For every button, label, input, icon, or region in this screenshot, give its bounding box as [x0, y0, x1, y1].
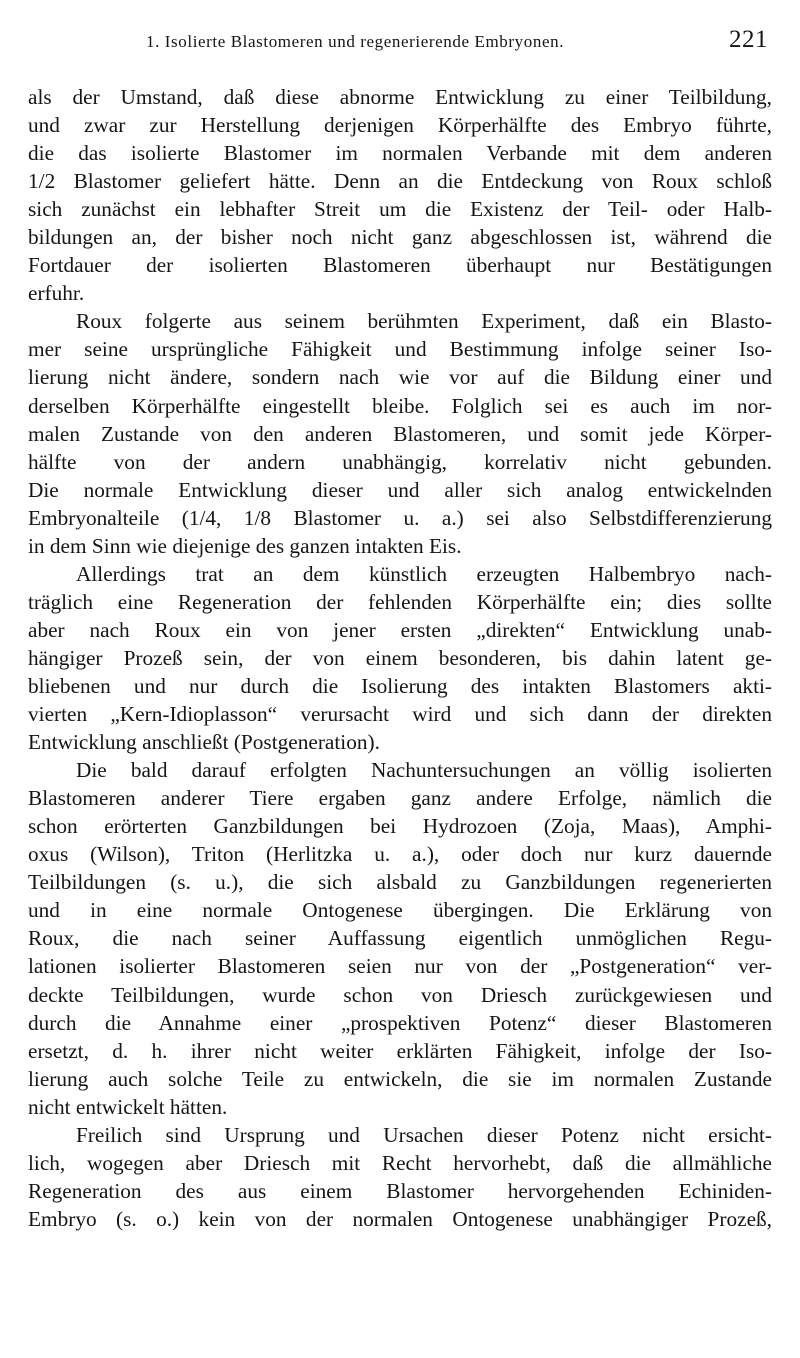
text-line: Fortdauer der isolierten Blastomeren überhaupt nur Bestätigungen	[28, 253, 772, 278]
text-line: Roux folgerte aus seinem berühmten Experiment, daß ein Blasto-	[76, 309, 772, 334]
text-line: als der Umstand, daß diese abnorme Entwicklung zu einer Teilbildung,	[28, 85, 772, 109]
text-line: hälfte von der andern unabhängig, korrelativ nicht gebunden.	[28, 449, 772, 474]
text-line: bildungen an, der bisher noch nicht ganz abgeschlossen ist, während die	[28, 225, 772, 250]
text-line: Teilbildungen (s. u.), die sich alsbald zu Ganzbildungen regenerierten	[28, 870, 772, 895]
body-text	[28, 83, 772, 1233]
text-line: deckte Teilbildungen, wurde schon von Driesch zurückgewiesen und	[28, 982, 772, 1007]
text-line: malen Zustande von den anderen Blastomeren, und somit jede Körper-	[28, 421, 772, 446]
text-line: träglich eine Regeneration der fehlenden Körperhälfte ein; dies sollte	[28, 589, 772, 614]
text-line: die das isolierte Blastomer im normalen Verbande mit dem anderen	[28, 141, 772, 166]
text-line: in dem Sinn wie diejenige des ganzen intakten Eis.	[28, 533, 462, 558]
text-line: lierung nicht ändere, sondern nach wie vor auf die Bildung einer und	[28, 365, 772, 390]
text-line: durch die Annahme einer „prospektiven Potenz“ dieser Blastomeren	[28, 1010, 772, 1035]
text-line: sich zunächst ein lebhafter Streit um die Existenz der Teil- oder Halb-	[28, 197, 772, 222]
text-line: Blastomeren anderer Tiere ergaben ganz andere Erfolge, nämlich die	[28, 786, 772, 811]
text-line: Embryonalteile (1/4, 1/8 Blastomer u. a.) sei also Selbstdifferenzierung	[28, 505, 772, 530]
text-line: Die normale Entwicklung dieser und aller sich analog entwickelnden	[28, 477, 772, 502]
text-line: lierung auch solche Teile zu entwickeln, die sie im normalen Zustande	[28, 1066, 772, 1091]
text-line: schon erörterten Ganzbildungen bei Hydrozoen (Zoja, Maas), Amphi-	[28, 814, 772, 839]
text-line: Regeneration des aus einem Blastomer hervorgehenden Echiniden-	[28, 1178, 772, 1203]
running-head: 1. Isolierte Blastomeren und regenerierende Embryonen.	[146, 32, 565, 51]
text-line: derselben Körperhälfte eingestellt bleibe. Folglich sei es auch im nor-	[28, 393, 772, 418]
text-line: erfuhr.	[28, 281, 85, 306]
text-line: Embryo (s. o.) kein von der normalen Ontogenese unabhängiger Prozeß,	[28, 1206, 772, 1231]
text-line: 1/2 Blastomer geliefert hätte. Denn an die Entdeckung von Roux schloß	[28, 169, 772, 194]
text-line: hängiger Prozeß sein, der von einem besonderen, bis dahin latent ge-	[28, 645, 772, 670]
text-line: Die bald darauf erfolgten Nachuntersuchungen an völlig isolierten	[76, 758, 772, 783]
text-line: lich, wogegen aber Driesch mit Recht hervorhebt, daß die allmähliche	[28, 1150, 772, 1175]
text-line: Allerdings trat an dem künstlich erzeugten Halbembryo nach-	[76, 561, 772, 586]
text-line: Freilich sind Ursprung und Ursachen dieser Potenz nicht ersicht-	[76, 1122, 772, 1147]
text-line: aber nach Roux ein von jener ersten „direkten“ Entwicklung unab-	[28, 617, 772, 642]
page-header	[28, 26, 768, 64]
text-line: Roux, die nach seiner Auffassung eigentlich unmöglichen Regu-	[28, 926, 772, 951]
text-line: und in eine normale Ontogenese übergingen. Die Erklärung von	[28, 898, 772, 923]
text-line: und zwar zur Herstellung derjenigen Körperhälfte des Embryo führte,	[28, 113, 772, 138]
text-line: mer seine ursprüngliche Fähigkeit und Bestimmung infolge seiner Iso-	[28, 337, 772, 362]
text-line: vierten „Kern-Idioplasson“ verursacht wird und sich dann der direkten	[28, 702, 772, 727]
text-line: oxus (Wilson), Triton (Herlitzka u. a.), oder doch nur kurz dauernde	[28, 842, 772, 867]
text-line: bliebenen und nur durch die Isolierung des intakten Blastomers akti-	[28, 673, 772, 698]
text-line: Entwicklung anschließt (Postgeneration).	[28, 730, 380, 755]
text-line: ersetzt, d. h. ihrer nicht weiter erklärten Fähigkeit, infolge der Iso-	[28, 1038, 772, 1063]
text-line: lationen isolierter Blastomeren seien nur von der „Postgeneration“ ver-	[28, 954, 772, 979]
page-number: 221	[729, 26, 768, 53]
text-line: nicht entwickelt hätten.	[28, 1094, 228, 1119]
